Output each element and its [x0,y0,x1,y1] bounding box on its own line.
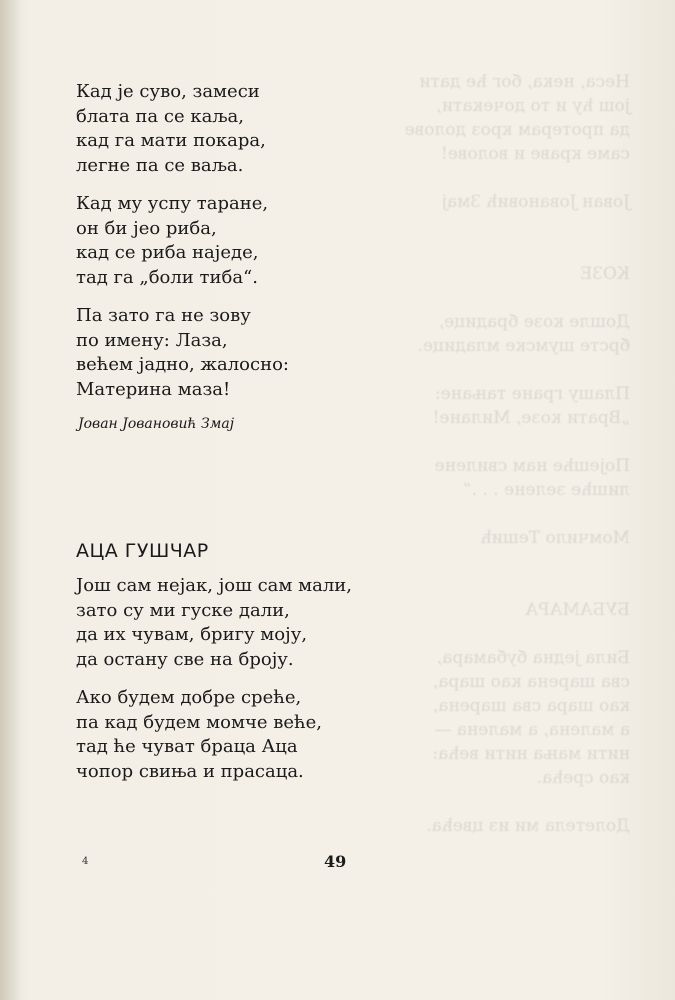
poem-line: чопор свиња и прасаца. [76,760,304,782]
show-through-decoration: Неса, нека, бог ће дати још ћу и то дочекати, да протерам кроз долове саме краве и волове! Јован Јовановић Змај КОЗЕ Дошле козе брадице, брсте шумске младице. Плашу гране тањане: „Врати козе, Милане! Појешће нам свилене лишће зелене . . .“ Момчило Тешић БУБАМАРА Била једна бубамара, сва шарена као шара, као шара сва шарена, а малена, а малена — нити мања нити већа: као срећа. Долетела ми из цвећа. [404,72,630,836]
poem-line: кад се риба наједе, [76,242,259,263]
poem-line: зато су ми гуске дали, [76,599,290,621]
poem-line: тад ће чуват браца Аца [76,736,298,757]
poem-line: да остану све на броју. [76,648,294,670]
stanza [76,686,376,784]
poem-line: Још сам нејак, још сам мали, [76,575,352,596]
page-number: 49 [324,852,347,871]
poem-line: Кад му успу таране, [76,193,269,214]
poem-line: блата па се каља, [76,105,244,127]
poem-line: Ако будем добре среће, [76,687,302,708]
poem-line: Материна маза! [76,378,231,400]
poem-line: Кад је суво, замеси [76,81,260,102]
poem-line: па кад будем момче веће, [76,711,322,733]
page-content [76,80,376,798]
stanza [76,574,376,672]
stanza [76,304,376,402]
poem-line: легне па се ваља. [76,154,244,176]
signature-mark: 4 [82,856,89,867]
poem-line: кад га мати покара, [76,130,266,151]
poem-continued [76,80,376,438]
poem-line: већем јадно, жалосно: [76,354,289,375]
poem-author: Јован Јовановић Змај [78,416,235,432]
stanza [76,192,376,290]
poem-line: тад га „боли тиба“. [76,266,258,288]
stanza [76,80,376,178]
poem-line: по имену: Лаза, [76,329,228,351]
poem-line: да их чувам, бригу моју, [76,624,308,645]
poem-title: АЦА ГУШЧАР [76,540,209,562]
gutter-shadow [0,0,22,1000]
poem-aca-guscar [76,540,376,784]
poem-line: он би јео риба, [76,217,217,239]
poem-line: Па зато га не зову [76,305,251,326]
